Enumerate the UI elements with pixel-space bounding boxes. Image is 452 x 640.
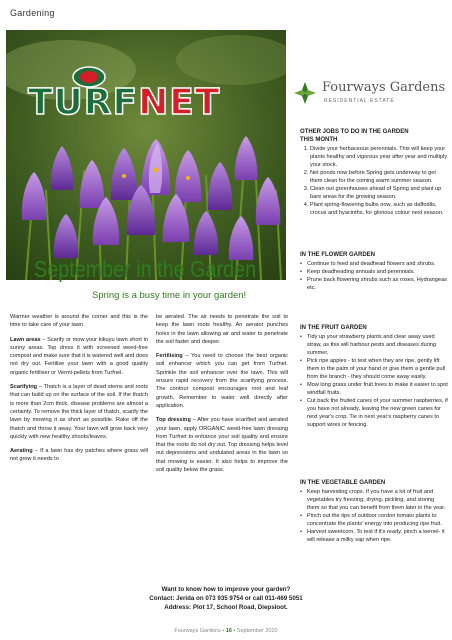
list-item: • Harvest sweetcorn. To test if it's ready, pinch a kernel- it will release a milky sap when ripe.	[300, 529, 445, 543]
flower-garden-heading: IN THE FLOWER GARDEN	[300, 252, 375, 258]
fourways-name: Fourways Gardens	[322, 80, 446, 95]
list-item: • Keep harvesting crops. If you have a lot of fruit and vegetables try freezing, drying, pickling, and storing them so that you can benefit from them later in the year.	[300, 489, 446, 511]
list-item: • Cut back the fruited canes of your summer raspberries, if you have not already, leaving the new green canes for next year's crop. Tie in next year's raspberry canes to support wires or fencing.	[300, 398, 448, 428]
list-item: • Pinch out the tips of outdoor cordon tomato plants to concentrate the plants' energy into producing ripe fruit.	[300, 513, 442, 527]
turfnet-logo	[28, 66, 228, 123]
list-item: 4. Plant spring-flowering bulbs now, such as daffodils, crocus and hyacinths, for glorious colour next season.	[310, 201, 448, 217]
turfnet-wordmark: TURFNET	[28, 82, 221, 123]
contact-line-2: Contact: Jerida on 073 935 9754 or call 011-469 5051	[149, 595, 303, 602]
page-title: September in the Garden	[34, 256, 257, 282]
aerating-continued-paragraph: be aerated. The air needs to penetrate the soil to keep the lawn roots healthy. An aerator punches holes in the lawn allowing air and water to penetrate the soil faster and deeper.	[156, 314, 288, 345]
page-footer: Fourways Gardens • 16 • September 2020	[174, 628, 278, 634]
other-jobs-heading: OTHER JOBS TO DO IN THE GARDEN THIS MONTH	[300, 129, 409, 143]
list-item: 2. Net ponds now before Spring gets underway to get them clean for the coming warm summer season.	[310, 169, 448, 185]
contact-line-3: Address: Plot 17, School Road, Diepsloot.	[164, 604, 288, 611]
article-column-1	[10, 313, 148, 470]
list-item: 3. Clean out greenhouses ahead of Spring and plant up bare areas for the growing season.	[310, 185, 448, 201]
list-item: • Continue to feed and deadhead flowers and shrubs.	[300, 261, 436, 267]
section-label: Gardening	[10, 8, 55, 18]
list-item: • Keep deadheading annuals and perennials.	[300, 269, 415, 275]
list-item: • Tidy up your strawberry plants and clear away used straw, as this will harbour pests and diseases during summer.	[300, 334, 437, 356]
other-jobs-section	[300, 128, 448, 217]
article-column-2	[156, 313, 288, 480]
contact-line-1: Want to know how to improve your garden?	[161, 586, 291, 593]
list-item: • Pick ripe apples - to test when they are ripe, gently lift them in the palm of your hand or give them a gentle pull from the branch - they should come away easily.	[300, 358, 446, 380]
list-item: 1. Divide your herbaceous perennials. This will keep your plants healthy and vigorous year after year and multiply your stock.	[310, 145, 448, 169]
fruit-garden-section	[300, 324, 448, 429]
flower-garden-section	[300, 251, 448, 292]
lawn-areas-paragraph: Lawn areas – Scarify or mow your kikuyu lawn short in sunny areas. Top dress it with screened weed-free compost and make sure that it is watered well and does not dry out. Fertilise your lawn with a good quality organic fertiliser or Vermi-pellets from Turfnet.	[10, 336, 148, 376]
fourways-gardens-logo	[292, 80, 446, 120]
contact-footer	[0, 585, 452, 612]
vegetable-garden-section	[300, 479, 448, 544]
page-subtitle: Spring is a busy time in your garden!	[92, 290, 247, 301]
list-item: • Mow long grass under fruit trees to make it easier to spot windfall fruits.	[300, 382, 448, 396]
fruit-garden-heading: IN THE FRUIT GARDEN	[300, 325, 367, 331]
fertilising-paragraph: Fertilising – You need to choose the best organic soil enhancer which you can get from Turfnet. Sprinkle the soil enhancer over the lawn. This will ensure rapid recovery from the scarifying process. The contour compost encourages root and leaf growth. Remember to water well directly after application.	[156, 353, 288, 409]
intro-paragraph: Warmer weather is around the corner and this is the time to take care of your lawn.	[10, 314, 148, 329]
list-item: • Prune back flowering shrubs such as roses, Hydrangeas etc.	[300, 277, 447, 291]
scarifying-paragraph: Scarifying – Thatch is a layer of dead stems and roots that can build up on the surface of the soil. If the thatch is more than 2cm thick, disease problems are almost a certainty. To remove the thick layer of thatch, scarify the lawn by mowing it as short as possible. Rake off the thatch and throw it away. Your lawn will grow back very quickly with new healthy shoots/leaves.	[10, 384, 148, 440]
top-dressing-paragraph: Top dressing – After you have scarified and aerated your lawn, apply ORGANIC weed-free lawn dressing from Turfnet to enhance your soil quality and ensure that the roots do not dry out. Top dressing helps level out depressions and undulated areas in the lawn so that mowing is easier. It also helps to improve the soil quality below the grass.	[156, 417, 288, 474]
aerating-paragraph: Aerating – If a lawn has dry patches where grass will not grow it needs to	[10, 448, 148, 463]
page-number: 16	[225, 628, 232, 634]
fourways-emblem-icon	[292, 80, 318, 106]
vegetable-garden-heading: IN THE VEGETABLE GARDEN	[300, 480, 386, 486]
fourways-sub: RESIDENTIAL ESTATE	[324, 98, 395, 104]
